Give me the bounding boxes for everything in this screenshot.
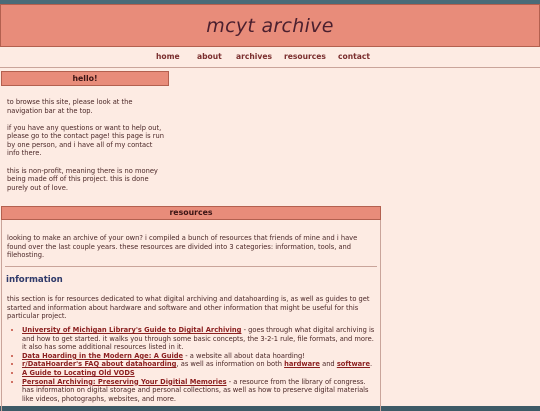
resources-intro: looking to make an archive of your own? i compiled a bunch of resources that friends of mine and i have found over the last couple years. these resources are divided into 3 categories: information, tools, and filehosting. [7,234,358,260]
nav-divider [0,67,540,68]
information-heading: information [6,275,63,285]
nav-archives[interactable]: archives [236,52,272,61]
resource-link[interactable]: A Guide to Locating Old VODS [22,368,135,377]
site-header [0,4,540,47]
resource-link[interactable]: Personal Archiving: Preserving Your Digitial Memories [22,377,227,386]
hello-panel-title: hello! [1,71,169,86]
hello-paragraph: this is non-profit, meaning there is no money being made off of this project. this is done purely out of love. [7,166,158,192]
resource-description: , as well as information on both [176,360,285,369]
resource-description: . [370,360,373,369]
nav-home[interactable]: home [156,52,180,61]
list-item [22,369,377,378]
information-text: this section is for resources dedicated to what digital archiving and datahoarding is, as well as guides to get started and information about hardware and software and other information that might be useful for this particular project. [7,295,370,321]
resource-link[interactable]: Data Hoarding in the Modern Age: A Guide [22,351,184,360]
list-item [22,326,377,352]
nav-resources[interactable]: resources [284,52,326,61]
nav-contact[interactable]: contact [338,52,371,61]
nav-about[interactable]: about [197,52,222,61]
resources-panel-title: resources [1,206,381,220]
site-title: mcyt archive [206,14,334,37]
list-item [22,352,377,361]
nav-bar [0,52,540,66]
hello-paragraph: if you have any questions or want to help out, please go to the contact page! this page is run by one person, and i have all of my contact info there. [7,123,164,158]
resource-link[interactable]: University of Michigan Library's Guide to Digital Archiving [22,326,242,334]
resource-link[interactable]: r/DataHoarder's FAQ about datahoarding [22,360,177,369]
resources-divider [5,266,377,267]
list-item [22,378,377,404]
hello-panel-text [7,98,167,201]
software-link[interactable]: software [336,360,371,369]
resource-description: - a resource from the library of congress. has information on digital storage and personal collections, as well as how to preserve digital materials like videos, photographs, websites, and more. [22,377,369,403]
resource-description: - a website all about data hoarding! [183,351,305,360]
resource-description: - goes through what digital archiving is and how to get started. it walks you through some basic concepts, the 3-2-1 rule, file formats, and more. it also has some additional resources listed in it. [22,326,375,352]
list-item [22,360,377,369]
hardware-link[interactable]: hardware [284,360,320,369]
resource-description: and [319,360,337,369]
hello-paragraph: to browse this site, please look at the navigation bar at the top. [7,98,133,115]
resource-list [7,326,377,403]
